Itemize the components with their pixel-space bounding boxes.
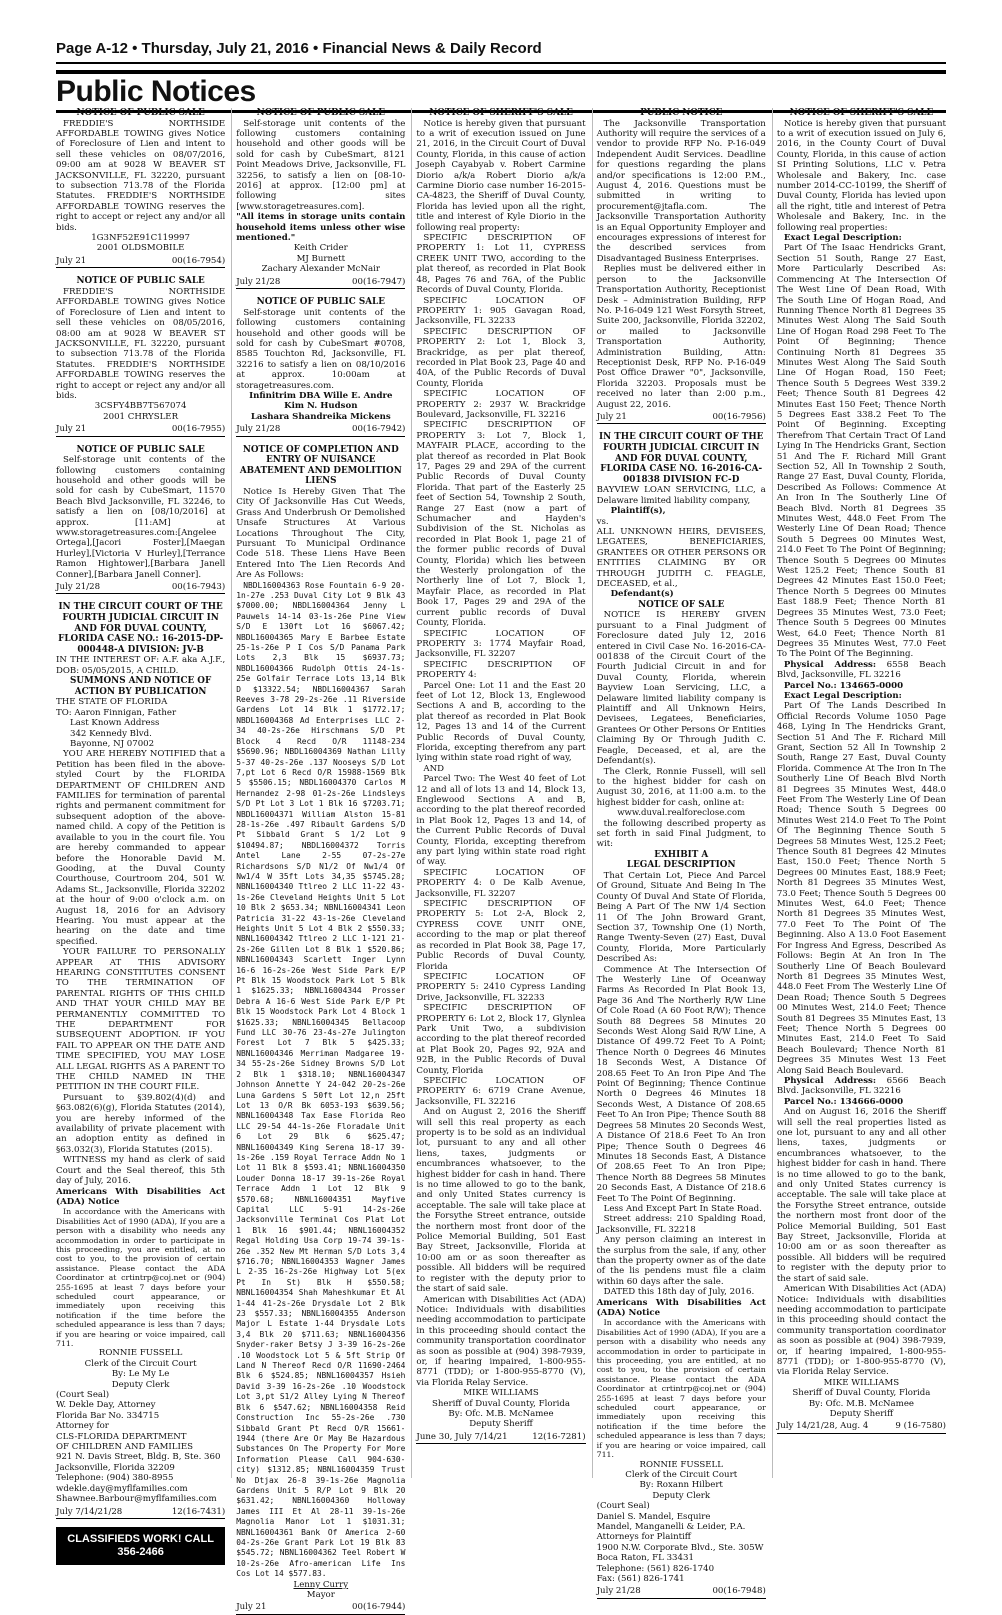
summons-witness: WITNESS my hand as clerk of said Court and the Seal thereof, this 5th day of July, 2016.: [56, 1155, 226, 1187]
notice-jta-rfp: [597, 108, 766, 424]
property-paragraph: AND: [423, 763, 445, 774]
notice-title: NOTICE OF SHERIFF'S SALE: [789, 108, 934, 118]
defendants: ALL UNKNOWN HEIRS, DEVISEES, LEGATEES, BENEFICIARIES, GRANTEES OR OTHER PERSONS OR ENTITIES CLAIMING BY OR THROUGH JUDITH C. FEAGLE, DECEASED, et al.,: [596, 526, 766, 589]
section-title: Public Notices: [56, 70, 946, 113]
column-1: [56, 108, 226, 1558]
property-paragraph: SPECIFIC DESCRIPTION OF PROPERTY 6: Lot 2, Block 17, Glynlea Park Unit Two, a subdivision according to the plat thereof recorded at Plat Book 20, Pages 92, 92A and 92B, in the Public Records of Duval County, Florida: [416, 1003, 586, 1076]
notice-footer: [56, 1507, 225, 1519]
property-paragraph: SPECIFIC LOCATION OF PROPERTY 4: 0 De Kalb Avenue, Jacksonville, FL 32207: [416, 867, 586, 899]
notice-footer: [236, 277, 405, 289]
legal-body: That Certain Lot, Piece And Parcel Of Ground, Situate And Being In The County Of Duval And State Of Florida, Being A Part Of The NW 1/4 Section 11 Of The John Broward Grant, Section 37, Township One (1) North, Range Twenty-Seven (27) East, Duval County, Florida, More Particularly Described As:: [596, 870, 766, 965]
vehicle: 2001 CHRYSLER: [103, 411, 179, 422]
notice-summons: [56, 602, 225, 1518]
court-heading: IN THE CIRCUIT COURT OF THE FOURTH JUDICIAL CIRCUIT IN AND FOR DUVAL COUNTY, FLORIDA CASE NO. 16-2016-CA-001838 DIVISION FC-D: [599, 432, 764, 485]
sale-body: NOTICE IS HEREBY GIVEN pursuant to a Final Judgment of Foreclosure dated July 12, 2016 entered in Civil Case No. 16-2016-CA-001838 of the Circuit Court of the Fourth Judicial Circuit in and for Duval County, Florida, wherein Bayview Loan Servicing, LLC, a Delaware limited liability company is Plaintiff and All Unknown Heirs, Devisees, Legatees, Beneficiaries, Grantees Or Other Persons Or Entities Claiming By Or Through Judith C. Feagle, Deceased, et al, are the Defendant(s).: [596, 610, 766, 767]
run-dates: July 21: [56, 424, 87, 435]
notice-title: NOTICE OF PUBLIC SALE: [256, 108, 385, 118]
notice-footer: [597, 412, 766, 424]
notice-ref: 00(16-7955): [171, 424, 226, 435]
run-dates: July 21/28: [596, 1586, 641, 1597]
signature: [416, 1388, 585, 1430]
notice-footer: [56, 582, 225, 594]
notice-footer: [56, 256, 225, 268]
run-dates: July 21/28: [236, 276, 281, 287]
signature-line: RONNIE FUSSELL: [639, 1459, 723, 1470]
notice-sheriff-sale-1: [416, 108, 585, 1444]
lien-list: NBDL16004363 Rose Fountain 6-9 20-1n-27e .253 Duval City Lot 9 Blk 43 $7000.00; NBDL16004364 Jenny L Pauwels 14-14 03-1s-26e Pine View S/D E 130ft Lot 16 $6067.42; NBDL16004365 Mary E Barbee Estate 25-1s-26e P I Cos S/D Panama Park Lots 2,3 Blk 15 $6937.73; NBDL16004366 Rudolph Ottis 24-1s-25e Golfair Terrace Lots 13,14 Blk D $13322.54; NBDL16004367 Sarah Reeves 3-78 29-2s-26e .11 Riverside Gardens Lot 14 Blk 1 $1772.17; NBDL16004368 Ad Enterprises LLC 2-34 40-2s-26e Hirschmans S/D Pt Block 4 Recd O/R 11148-234 $5690.96; NBDL16004369 Nathan Lilly 5-37 40-2s-26e .137 Nooseys S/D Lot 7,pt Lot 6 Recd O/R 15988-1569 Blk 5 $5506.15; NBDL16004370 Carlos M Hernandez 2-98 01-2s-26e Lindsleys S/D Pt Lot 3 Lot 1 Blk 16 $7203.71; NBDL16004371 William Alston 15-81 28-1s-26e .497 Ribault Gardens S/D Pt Sibbald Grant S 1/2 Lot 9 $10494.87; NBDL16004372 Torris Antel Lane 2-55 07-2s-27e Richardsons S/D N1/2 Of Nw1/4 Of Nw1/4 W 35ft Lots 34,35 $5745.28; NBNL16004340 Ttlreo 2 LLC 11-22 43-1s-26e Cleveland Heights Unit 5 Lot 10 Blk 2 $653.34; NBNL16004341 Leon Patricia 31-22 43-1s-26e Cleveland Heights Unit 5 Lot 4 Blk 2 $550.33; NBNL16004342 Ttlreo 2 LLC 1-121 21-2s-26e Gillen Lot 8 Blk 1 $520.86; NBNL16004343 Scarlett Inger Lynn 16-6 16-2s-26e West Side Park E/P Pt Blk 15 Woodstock Park Lot 5 Blk 1 $1625.33; NBNL16004344 Prosser Debra A 16-6 West Side Park E/P Pt Blk 15 Woodstock Park Lot 4 Block 1 $1625.33; NBNL16004345 Bellacoop Fund LLC 30-76 23-4s-27e Julington Forest Lot 7 Blk 5 $425.33; NBNL16004346 Merriman Madgaree 19-34 55-2s-26e Sidney Browns S/D Lot 2 Blk 1 $318.10; NBNL16004347 Johnson Annette Y 24-042 20-2s-26e Luna Gardens S 50ft Lot 12,n 25ft Lot 13 O/R Bk 6053-193 $639.56; NBNL16004348 Tax Ease Florida Reo LLC 29-54 44-1s-26e Floradale Unit 6 Lot 29 Blk 6 $625.47; NBNL16004349 King Serena 18-17 39-1s-26e .159 Royal Terrace Addn No 1 Lot 11 Blk 8 $593.41; NBNL16004350 Louder Donna 18-17 39-1s-26e Royal Terrace Addn 1 Lot 12 Blk 9 $570.68; NBNL16004351 Mayfive Capital LLC 5-91 14-2s-26e Jacksonville Terminal Cos Plat Lot 1 Blk 16 $901.44; NBNL16004352 Regal Holding Usa Corp 19-74 39-1s-26e .352 New Mt Herman S/D Lots 3,4 $716.70; NBNL16004353 Wagner James L 2-35 16-2s-26e Highway Lot 5(ex Pt In St) Blk H $550.58; NBNL16004354 Shah Maheshkumar Et Al 1-44 41-2s-26e Drysdale Lot 2 Blk 23 $557.33; NBNL16004355 Anderson Major L Estate 1-44 Drysdale Lots 3,4 Blk 20 $711.63; NBNL16004356 Snyder-raker Betsy J 3-39 16-2s-26e .10 Woodstock Lot 5 & 5ft Strip Of Land N Thereof Recd O/R 11690-2464 Blk 6 $524.85; NBNL16004357 Hsieh David 3-39 16-2s-26e .10 Woodstock Lot 3,pt S1/2 Alley Lying N Thereof Blk 6 $547.62; NBNL16004358 Reid Construction Inc 55-2s-26e .730 Sibbald Grant Pt Recd O/R 15661-1944 (there Are Or May Be Hazardous Substances On The Property For More Information Please Call 904-630-city) $1312.85; NBNL16004359 Trust No Dtjax 26-8 39-1s-26e Magnolia Gardens Unit 5 R/P Lot 9 Blk 20 $631.42; NBNL16004360 Holloway James III Et Al 28-11 39-1s-26e Magnolia Manor Lot 1 $1031.31; NBNL16004361 Bank Of America 2-60 04-2s-26e Grant Park Lot 19 Blk 83 $545.72; NBNL16004362 Teel Robert W 10-2s-26e Afro-american Life Ins Cos Lot 14 $577.83.: [236, 580, 406, 1579]
signature-line: Deputy Clerk: [111, 1379, 170, 1390]
notice-public-sale-4: [236, 108, 405, 289]
parcel-number: Parcel No.: 134666-0000: [783, 1096, 904, 1107]
notice-public-sale-3: [56, 445, 225, 595]
notice-ref: 00(16-7942): [352, 424, 406, 435]
summons-body: YOU ARE HEREBY NOTIFIED that a Petition has been filed in the above-styled Court by the FLORIDA DEPARTMENT OF CHILDREN AND FAMILIES for termination of parental rights and permanent commitment for subsequent adoption of the above-named child. A copy of the Petition is available to you in the court file. You are hereby commanded to appear before the Honorable David M. Gooding, at the Duval County Courthouse, Courtroom 204, 501 W. Adams St., Jacksonville, Florida 32202 at the hour of 9:00 o'clock a.m. on August 18, 2016 for an Advisory Hearing. You must appear at the hearing on the date and time specified.: [56, 749, 226, 947]
address-line: Last Known Address: [70, 718, 160, 729]
notice-title: NOTICE OF PUBLIC SALE: [76, 108, 205, 118]
signature-line: By: Ofc. M.B. McNamee: [808, 1398, 914, 1409]
notice-body: Self-storage unit contents of the following customers containing household and other goods will be sold for cash by CubeSmart, 8121 Point Meadows Drive, Jacksonville, FL 32256, to satisfy a lien on [08-10-2016] at approx. [12:00 pm] at following sites [www.storagetreasures.com].: [236, 118, 406, 212]
address: [56, 718, 225, 749]
ada-notice: American with Disabilities Act (ADA) Notice: Individuals with disabilities needing accommodation to participate in this proceeding should contact the community transportation coordinator as soon as possible at (904) 398-7939, or, if hearing impaired, 1-800-955-8771 (TDD); or 1-800-955-8770 (V), via Florida Relay Service.: [416, 1294, 586, 1388]
notice-title: PUBLIC NOTICE: [640, 108, 723, 118]
notice-footer: [236, 424, 405, 436]
notice-body: The Jacksonville Transportation Authority will require the services of a vendor to provide RFP No. P-16-049 Independent Audit Services. Deadline for questions regarding the plans and/or specifications is 12:00 P.M., August 4, 2016. Questions must be submitted in writing to procurement@jtafla.com. The Jacksonville Transportation Authority is an Equal Opportunity Employer and encourages expressions of interest for the described services from Disadvantaged Business Enterprises.: [596, 118, 766, 264]
notice-ref: 00(16-7954): [171, 255, 226, 266]
summons-statute: Pursuant to §39.802(4)(d) and §63.082(6)(g), Florida Statutes (2014), you are hereby informed of the availability of private placement with an adoption entity as defined in §63.032(3), Florida Statutes (2015).: [56, 1092, 226, 1155]
signature-line: Deputy Clerk: [652, 1490, 711, 1501]
signature-line: Sheriff of Duval County, Florida: [792, 1388, 931, 1399]
notice-title: NOTICE OF COMPLETION AND ENTRY OF NUISANCE ABATEMENT AND DEMOLITION LIENS: [239, 444, 402, 487]
signature: [56, 1348, 225, 1390]
versus: vs.: [596, 516, 609, 527]
physical-address-label: Physical Address:: [783, 1075, 877, 1086]
legal-description: Part Of The Isaac Hendricks Grant, Section 51 South, Range 27 East, More Particularly Described As: Commencing At The Intersection Of The West Line Of Dean Road, With The South Line Of Hogan Road, And Running Thence North 81 Degrees 35 Minutes West Along The Said South Line Of Hogan Road 298 Feet To The Point Of Beginning; Thence Continuing North 81 Degrees 35 Minutes West Along The Said South Line Of Hogan Road, 150 Feet; Thence South 5 Degrees West 339.2 Feet; Thence South 81 Degrees 42 Minutes East 150 Feet; Thence North 5 Degrees East 338.2 Feet To The Point Of Beginning. Excepting Therefrom That Certain Tract Of Land Lying In The Hendricks Grant, Section 51 And The F. Richard Mill Grant Section 52, All In Township 2 South, Range 27 East, Duval County, Florida, Described As Follows: Commence At An Iron In The Southerly Line Of Beach Blvd. North 81 Degrees 35 Minutes West, 448.0 Feet From The Westerly Line Of Dean Road; Thence South 5 Degrees 00 Minutes West, 214.0 Feet To The Point Of Beginning; Thence South 5 Degrees 00 Minutes West 125.2 Feet; Thence South 81 Degrees 42 Minutes East 150.0 Feet; Thence North 5 Degrees 00 Minutes East 188.9 Feet; Thence North 81 Degrees 35 Minutes West, 73.0 Feet; Thence South 5 Degrees 00 Minutes West, 64.0 Feet; Thence North 81 Degrees 35 Minutes West, 77.0 Feet To The Point Of The Beginning.: [776, 243, 947, 660]
physical-address-value: 6558 Beach Blvd, Jacksonville, FL 32216: [776, 659, 947, 681]
vin: 1G3NF52E91C119997: [91, 233, 190, 244]
notice-foreclosure-sale: [597, 432, 766, 1598]
property-paragraph: SPECIFIC DESCRIPTION OF PROPERTY 4:: [416, 659, 586, 681]
attorney-block: (Court Seal) Daniel S. Mandel, Esquire Mandel, Manganelli & Leider, P.A. Attorneys for Plaintiff 1900 N.W. Corporate Blvd., Ste. 305W Boca Raton, FL 33431 Telephone: (561) 826-1740 Fax: (561) 826-1741: [596, 1501, 764, 1584]
signature: [597, 1460, 766, 1502]
signature-line: RONNIE FUSSELL: [98, 1348, 183, 1359]
customer-names: Keith Crider MJ Burnett Zachary Alexander McNair: [261, 243, 380, 275]
legal-description: Part Of The Lands Described In Official Records Volume 1050 Page 468, Lying In The Hendricks Grant, Section 51 And The F. Richard Mill Grant, Section 52 All In Township 2 South, Range 27 East, Duval County Florida. Commence At The Iron In The Southerly Line Of Beach Blvd North 81 Degrees 35 Minutes West, 448.0 Feet From The Westerly Line Of Dean Road; Thence South 5 Degrees 00 Minutes West 214.0 Feet To The Point Of The Beginning Thence South 5 Degrees 58 Minutes West, 125.2 Feet; Thence South 81 Degrees 42 Minutes East, 150.0 Feet; Thence North 5 Degrees 00 Minutes East, 188.9 Feet; North 81 Degrees 35 Minutes West, 73.0 Feet; Thence South 5 Degrees 00 Minutes West, 64.0 Feet; Thence North 81 Degrees 35 Minutes West, 77.0 Feet To The Point Of The Beginning. Also A 13.0 Foot Easement For Ingress And Egress, Described As Follows: Begin At An Iron In The Southerly Line Of Beach Boulevard North 81 Degrees 35 Minutes West, 448.0 Feet From The Westerly Line Of Dean Road; Thence South 5 Degrees 00 Minutes West, 214.0 Feet; Thence South 81 Degrees 35 Minutes East, 13 Feet; Thence North 5 Degrees 00 Minutes East, 214.0 Feet To Said Beach Boulevard; Thence North 81 Degrees 35 Minutes West 13 Feet Along Said Beach Boulevard.: [776, 701, 947, 1076]
run-dates: July 21/28: [236, 424, 281, 435]
vin: 3CSFY4BB7T567074: [94, 401, 187, 412]
run-dates: July 21: [596, 411, 627, 422]
property-paragraph: SPECIFIC LOCATION OF PROPERTY 1: 905 Gavagan Road, Jacksonville, FL 32233: [416, 295, 586, 327]
signer-title: Mayor: [306, 1590, 335, 1600]
parcel-number: Parcel No.: 134665-0000: [783, 680, 904, 691]
interest-of: IN THE INTEREST OF: A.F. aka A.J.F., DOB: 05/05/2015, A CHILD.: [56, 655, 226, 676]
legal-heading: LEGAL DESCRIPTION: [626, 860, 736, 871]
signature: [777, 1378, 946, 1420]
notice-ref: 00(16-7943): [171, 582, 226, 593]
notice-intro: Notice is hereby given that pursuant to a writ of execution issued on June 21, 2016, in the Circuit Court of Duval County, Florida, in this cause of action Joseph Cayabyab v. Robert Carmine Diorio a/k/a Robert Diorio a/k/a Carmine Diorio case number 16-2015-CA-4823, the Sheriff of Duval County, Florida has levied upon all the right, title and interest of Kyle Diorio in the following real property:: [416, 118, 586, 233]
property-paragraph: Parcel Two: The West 40 feet of Lot 12 and all of lots 13 and 14, Block 13, Englewood Sections A and B, according to the plat thereof recorded in Plat Book 12, Pages 13 and 14, of the Current Public Records of Duval County, Florida, excepting therefrom any part lying within state road right of way.: [416, 774, 586, 868]
address-line: 342 Kennedy Blvd.: [70, 728, 152, 739]
notice-footer: [777, 1421, 946, 1433]
address-line: Bayonne, NJ 07002: [70, 739, 155, 750]
sale-body-3: the following described property as set forth in said Final Judgment, to wit:: [596, 818, 766, 850]
notice-ref: 00(16-7947): [352, 276, 406, 287]
sale-body-2: The Clerk, Ronnie Fussell, will sell to the highest bidder for cash on August 30, 2016, at 11:00 a.m. to the highest bidder for cash, online at:: [596, 766, 766, 808]
ada-notice: American With Disabilities Act (ADA) Notice: Individuals with disabilities needing accommodation to participate in this proceeding should contact the community transportation coordinator as soon as possible at (904) 398-7939, or, if hearing impaired, 1-800-955-8771 (TDD); or 1-800-955-8770 (V), via Florida Relay Service.: [776, 1284, 947, 1378]
notice-footer: [416, 1432, 585, 1444]
notice-ref: 00(16-7956): [712, 411, 766, 422]
column-5: [772, 108, 946, 1478]
notice-ref: 12(16-7281): [532, 1431, 586, 1442]
ada-body: In accordance with the Americans with Disabilities Act of 1990 (ADA), If you are a person with a disability who needs any accommodation in order to participate in this proceeding, you are entitled, at no cost to you, to the provision of certain assistance. Please contact the ADA Coordinator at crtintrp@coj.net or (904) 255-1695 at least 7 days before your scheduled court appearance, or immediately upon receiving this notification if the time before the scheduled appearance is less than 7 days; if you are hearing or voice impaired, call 711.: [56, 1207, 226, 1348]
notice-footer: [236, 1602, 405, 1614]
customer-names: Infinitrim DBA Wille E. Andre Kim N. Hudson Lashara Shandreika Mickens: [249, 390, 393, 422]
physical-address-label: Physical Address:: [783, 659, 877, 670]
signer: Lenny Curry: [293, 1579, 349, 1590]
property-paragraph: SPECIFIC DESCRIPTION OF PROPERTY 1: Lot 11, CYPRESS CREEK UNIT TWO, according to the plat thereof, as recorded in Plat Book 48, Pages 76 and 76A, of the Public Records of Duval County, Florida.: [416, 233, 586, 296]
notice-ref: 12(16-7431): [171, 1506, 226, 1517]
summons-heading: SUMMONS AND NOTICE OF ACTION BY PUBLICATION: [69, 676, 212, 697]
to-line: TO: Aaron Finnigan, Father: [56, 707, 177, 718]
property-paragraph: SPECIFIC LOCATION OF PROPERTY 6: 6719 Crane Avenue, Jacksonville, FL 32216: [416, 1075, 586, 1107]
foreclosure-url[interactable]: www.duval.realforeclose.com: [617, 808, 746, 819]
notice-body: FREDDIE'S NORTHSIDE AFFORDABLE TOWING gives Notice of Foreclosure of Lien and intent to sell these vehicles on 08/05/2016, 08:00 am at 9028 W BEAVER ST JACKSONVILLE, FL 32220, pursuant to subsection 713.78 of the Florida Statutes. FREDDIE'S NORTHSIDE AFFORDABLE TOWING reserves the right to accept or reject any and/or all bids.: [56, 286, 226, 401]
sale-terms: And on August 2, 2016 the Sheriff will sell this real property as each property is to be sold as an individual lot, pursuant to any and all other liens, taxes, judgments or encumbrances whatsoever, to the highest bidder for cash in hand. There is no time allowed to go to the bank, and only United States currency is acceptable. The sale will take place at the Forsythe Street entrance, outside the northern most front door of the Police Memorial Building, 501 East Bay Street, Jacksonville, Florida at 10:00 am or as soon thereafter as possible. All bidders will be required to register with the deputy prior to the start of said sale.: [416, 1107, 586, 1295]
notice-title: NOTICE OF PUBLIC SALE: [76, 276, 205, 287]
signature-line: By: Ofc. M.B. McNamee: [448, 1408, 554, 1419]
notice-public-sale-2: [56, 276, 225, 436]
notice-title: NOTICE OF PUBLIC SALE: [256, 297, 385, 308]
plaintiff-label: Plaintiff(s),: [610, 506, 666, 517]
property-paragraph: SPECIFIC DESCRIPTION OF PROPERTY 5: Lot 2-A, Block 2, CYPRESS COVE UNIT ONE, according to the map or plat thereof as recorded in Plat Book 38, Page 17, Public Records of Duval County, Florida: [416, 899, 586, 972]
notice-sheriff-sale-2: [777, 108, 946, 1434]
column-4: [592, 108, 766, 1597]
legal-body-3: Less And Except Part In State Road.: [603, 1203, 762, 1214]
notice-public-sale-5: [236, 297, 405, 436]
physical-address: [777, 660, 946, 681]
notices-columns: [56, 108, 947, 1613]
notice-body-2: Replies must be delivered either in person to the Jacksonville Transportation Authority, Receptionist Desk – Administration Building, RFP No. P-16-049 121 West Forsyth Street, Suite 200, Jacksonville, Florida 32202, or mailed to Jacksonville Transportation Authority, Administration Building, Attn: Receptionist Desk, RFP No. P-16-049 Post Office Drawer "0", Jacksonville, Florida 32203. Proposals must be received no later than 2:00 p.m., August 22, 2016.: [596, 264, 766, 410]
column-2: [231, 108, 406, 1613]
notice-body: FREDDIE'S NORTHSIDE AFFORDABLE TOWING gives Notice of Foreclosure of Lien and intent to sell these vehicles on 08/07/2016, 09:00 am at 9028 W BEAVER ST JACKSONVILLE, FL 32220, pursuant to subsection 713.78 of the Florida Statutes. FREDDIE'S NORTHSIDE AFFORDABLE TOWING reserves the right to accept or reject any and/or all bids.: [56, 118, 226, 233]
summons-warning: YOUR FAILURE TO PERSONALLY APPEAR AT THIS ADVISORY HEARING CONSTITUTES CONSENT TO THE TERMINATION OF PARENTAL RIGHTS OF THIS CHILD AND THAT YOUR CHILD MAY BE PERMANENTLY COMMITTED TO THE DEPARTMENT FOR SUBSEQUENT ADOPTION. IF YOU FAIL TO APPEAR ON THE DATE AND TIME SPECIFIED, YOU MAY LOSE ALL LEGAL RIGHTS AS A PARENT TO THE CHILD NAMED IN THE PETITION IN THE COURT FILE.: [56, 947, 226, 1093]
plaintiff: BAYVIEW LOAN SERVICING, LLC, a Delaware limited liability company,: [596, 485, 766, 506]
notice-footer: [597, 1586, 766, 1598]
physical-address-value: 6566 Beach Blvd. Jacksonville, FL 32216: [776, 1075, 947, 1097]
notice-body: Self-storage unit contents of the following customers containing household and other goods will be sold for cash by CubeSmart, 11570 Beach Blvd Jacksonville, FL 32246, to satisfy a lien on [08/10/2016] at approx. [11:AM] at www.storagetreasures.com:[Angelee Ortega],[Jacori Foster],[Maegan Hurley],[Victoria V Hurley],[Terrance Ramon Hightower],[Barbara Janell Conner],[Barbara Janell Conner].: [56, 455, 226, 580]
legal-title: Exact Legal Description:: [783, 690, 902, 701]
notice-body: Self-storage unit contents of the following customers containing household and other goods will be sold for cash by CubeSmart #0708, 8585 Touchton Rd, Jacksonville, FL 32216 to satisfy a lien on 08/10/2016 at approx. 10:00am at storagetreasures.com.: [236, 307, 406, 391]
signature-line: By: Roxann Hilbert: [639, 1480, 723, 1491]
physical-address: [777, 1076, 946, 1097]
notice-title: NOTICE OF PUBLIC SALE: [76, 444, 205, 455]
property-paragraph: SPECIFIC DESCRIPTION OF PROPERTY 2: Lot 1, Block 3, Brackridge, as per plat thereof, recorded in Plat Book 23, Page 40 and 40A, of the Public Records of Duval County, Florida: [416, 326, 586, 389]
property-list: [416, 233, 585, 1107]
ada-title: Americans With Disabilities Act (ADA) Notice: [56, 1186, 226, 1207]
street-address: Street address: 210 Spalding Road, Jacksonville, FL 32218: [596, 1214, 766, 1235]
ada-body: In accordance with the Americans with Disabilities Act of 1990 (ADA), If you are a person with a disability who needs any accommodation in order to participate in this proceeding, you are entitled, at no cost to you, to the provision of certain assistance. Please contact the ADA Coordinator at crtintrp@coj.net or (904) 255-1695 at least 7 days before your scheduled court appearance, or immediately upon receiving this notification if the time before the scheduled appearance is less than 7 days; if you are hearing or voice impaired, call 711.: [596, 1318, 766, 1460]
signature-line: By: Le My Le: [111, 1369, 170, 1380]
run-dates: July 21: [236, 1602, 267, 1613]
signature-line: MIKE WILLIAMS: [823, 1377, 900, 1388]
dated: DATED this 18th day of July, 2016.: [603, 1287, 755, 1298]
property-paragraph: SPECIFIC LOCATION OF PROPERTY 2: 2937 W. Brackridge Boulevard, Jacksonville, FL 32216: [416, 389, 586, 420]
column-3: [411, 108, 585, 1478]
defendant-label: Defendant(s): [610, 589, 674, 600]
state: THE STATE OF FLORIDA: [56, 697, 168, 708]
run-dates: July 14/21/28, Aug. 4: [776, 1421, 869, 1432]
court-heading: IN THE CIRCUIT COURT OF THE FOURTH JUDICIAL CIRCUIT IN AND FOR DUVAL COUNTY, FLORIDA CASE NO.: 16-2015-DP-000448-A DIVISION: JV-B: [58, 602, 224, 655]
notice-ref: 00(16-7948): [712, 1586, 766, 1597]
property-paragraph: SPECIFIC DESCRIPTION OF PROPERTY 3: Lot 7, Block 1, MAYFAIR PLACE, according to the plat thereof as recorded in Plat Book 17, Pages 29 and 29A of the current Public Records of Duval County Florida. That part of the Easterly 25 feet of Section 54, Township 2 South, Range 27 East (now a part of Schumacher and Hayden's Subdivision of the St. Nicholas as recorded in Plat Book 1, page 21 of the former public records of Duval County, Florida) which lies between the Westerly prolongation of the Northerly line of Lot 7, Block 1, Mayfair Place, as recorded in Plat Book 17, Pages 29 and 29A of the current public records of Duval County, Florida.: [416, 420, 586, 629]
property-paragraph: Parcel One: Lot 11 and the East 20 feet of Lot 12, Block 13, Englewood Sections A and B, according to the plat thereof as recorded in Plat Book 12, Pages 13 and 14 of the Current Public Records of Duval County, Florida, excepting therefrom any part lying within state road right of way,: [416, 680, 586, 764]
signature-line: MIKE WILLIAMS: [463, 1388, 539, 1399]
signature-line: Clerk of the Circuit Court: [84, 1358, 197, 1369]
signature-line: Clerk of the Circuit Court: [625, 1469, 738, 1480]
run-dates: July 7/14/21/28: [56, 1506, 123, 1517]
masthead: Page A-12 • Thursday, July 21, 2016 • Financial News & Daily Record: [56, 40, 946, 64]
attorney-block: (Court Seal) W. Dekle Day, Attorney Florida Bar No. 334715 Attorney for CLS-FLORIDA DEPARTMENT OF CHILDREN AND FAMILIES 921 N. Davis Street, Bldg. B, Ste. 360 Jacksonville, Florida 32209 Telephone: (904) 380-8955 wdekle.day@myflfamilies.com Shawnee.Barbour@myflfamilies.com: [56, 1390, 221, 1505]
sale-terms: And on August 16, 2016 the Sheriff will sell the real properties listed as one lot, pursuant to any and all other liens, taxes, judgments or encumbrances whatsoever, to the highest bidder for cash in hand. There is no time allowed to go to the bank, and only United States currency is acceptable. The sale will take place at the Forsythe Street entrance, outside the northern most front door of the Police Memorial Building, 501 East Bay Street, Jacksonville, Florida at 10:00 am or as soon thereafter as possible. All bidders will be required to register with the deputy prior to the start of said sale.: [776, 1107, 947, 1284]
notice-ref: 00(16-7944): [352, 1602, 406, 1613]
notice-footer: [56, 424, 225, 436]
notice-emphasis: "All items in storage units contain household items unless other wise mentioned.": [236, 212, 406, 244]
run-dates: June 30, July 7/14/21: [416, 1431, 508, 1442]
vehicle: 2001 OLDSMOBILE: [96, 243, 185, 254]
sale-heading: NOTICE OF SALE: [638, 599, 725, 610]
notice-intro: Notice is hereby given that pursuant to a writ of execution issued on July 6, 2016, in the County Court of Duval County, Florida, in this cause of action SI Printing Solutions, LLC v. Petra Wholesale and Bakery, Inc. case number 2014-CC-10199, the Sheriff of Duval County, Florida has levied upon all the right, title and interest of Petra Wholesale and Bakery, Inc. in the following real properties:: [776, 118, 947, 233]
signature-line: Deputy Sheriff: [469, 1419, 533, 1430]
notice-nuisance-liens: [236, 445, 405, 1615]
legal-body-2: Commence At The Intersection Of The Westerly Line Of Oceanway Farms As Recorded In Plat Book 13, Page 36 And The Northerly R/W Line Of Cole Road (A 60 Foot R/W); Thence South 88 Degrees 58 Minutes 20 Seconds West Along Said R/W Line, A Distance Of 499.72 Feet To A Point; Thence North 0 Degrees 46 Minutes 18 Seconds West, A Distance Of 208.65 Feet To An Iron Pipe And The Point Of Beginning; Thence Continue North 0 Degrees 46 Minutes 18 Seconds West, A Distance Of 208.65 Feet To An Iron Pipe; Thence South 88 Degrees 58 Minutes 20 Seconds West, A Distance Of 218.6 Feet To An Iron Pipe; Thence South 0 Degrees 46 Minutes 18 Seconds East, A Distance Of 208.65 Feet To An Iron Pipe; Thence North 88 Degrees 58 Minutes 20 Seconds East, A Distance Of 218.6 Feet To The Point Of Beginning.: [596, 964, 766, 1204]
ada-title: Americans With Disabilities Act (ADA) Notice: [596, 1297, 766, 1318]
notice-ref: 9 (16-7580): [895, 1421, 947, 1432]
run-dates: July 21: [56, 255, 87, 266]
run-dates: July 21/28: [56, 582, 101, 593]
signature-line: Deputy Sheriff: [829, 1408, 894, 1419]
notice-intro: Notice Is Hereby Given That The City Of Jacksonville Has Cut Weeds, Grass And Underbrush Or Demolished Unsafe Structures At Various Locations Throughout The City, Pursuant To Municipal Ordinance Code 518. These Liens Have Been Entered Into The Lien Records And Are As Follows:: [236, 486, 406, 581]
signature-line: Sheriff of Duval County, Florida: [432, 1398, 570, 1409]
notice-public-sale-1: [56, 108, 225, 268]
property-paragraph: SPECIFIC LOCATION OF PROPERTY 5: 2410 Cypress Landing Drive, Jacksonville, FL 32233: [416, 971, 586, 1003]
notice-title: NOTICE OF SHERIFF'S SALE: [429, 108, 573, 118]
property-paragraph: SPECIFIC LOCATION OF PROPERTY 3: 1774 Mayfair Road, Jacksonville, FL 32207: [416, 628, 586, 660]
surplus: Any person claiming an interest in the surplus from the sale, if any, other than the property owner as of the date of the lis pendens must file a claim within 60 days after the sale.: [596, 1235, 766, 1287]
exhibit-heading: EXHIBIT A: [654, 849, 709, 860]
classifieds-ad: CLASSIFIEDS WORK! CALL 356-2466: [56, 1527, 225, 1565]
legal-title: Exact Legal Description:: [783, 233, 902, 244]
